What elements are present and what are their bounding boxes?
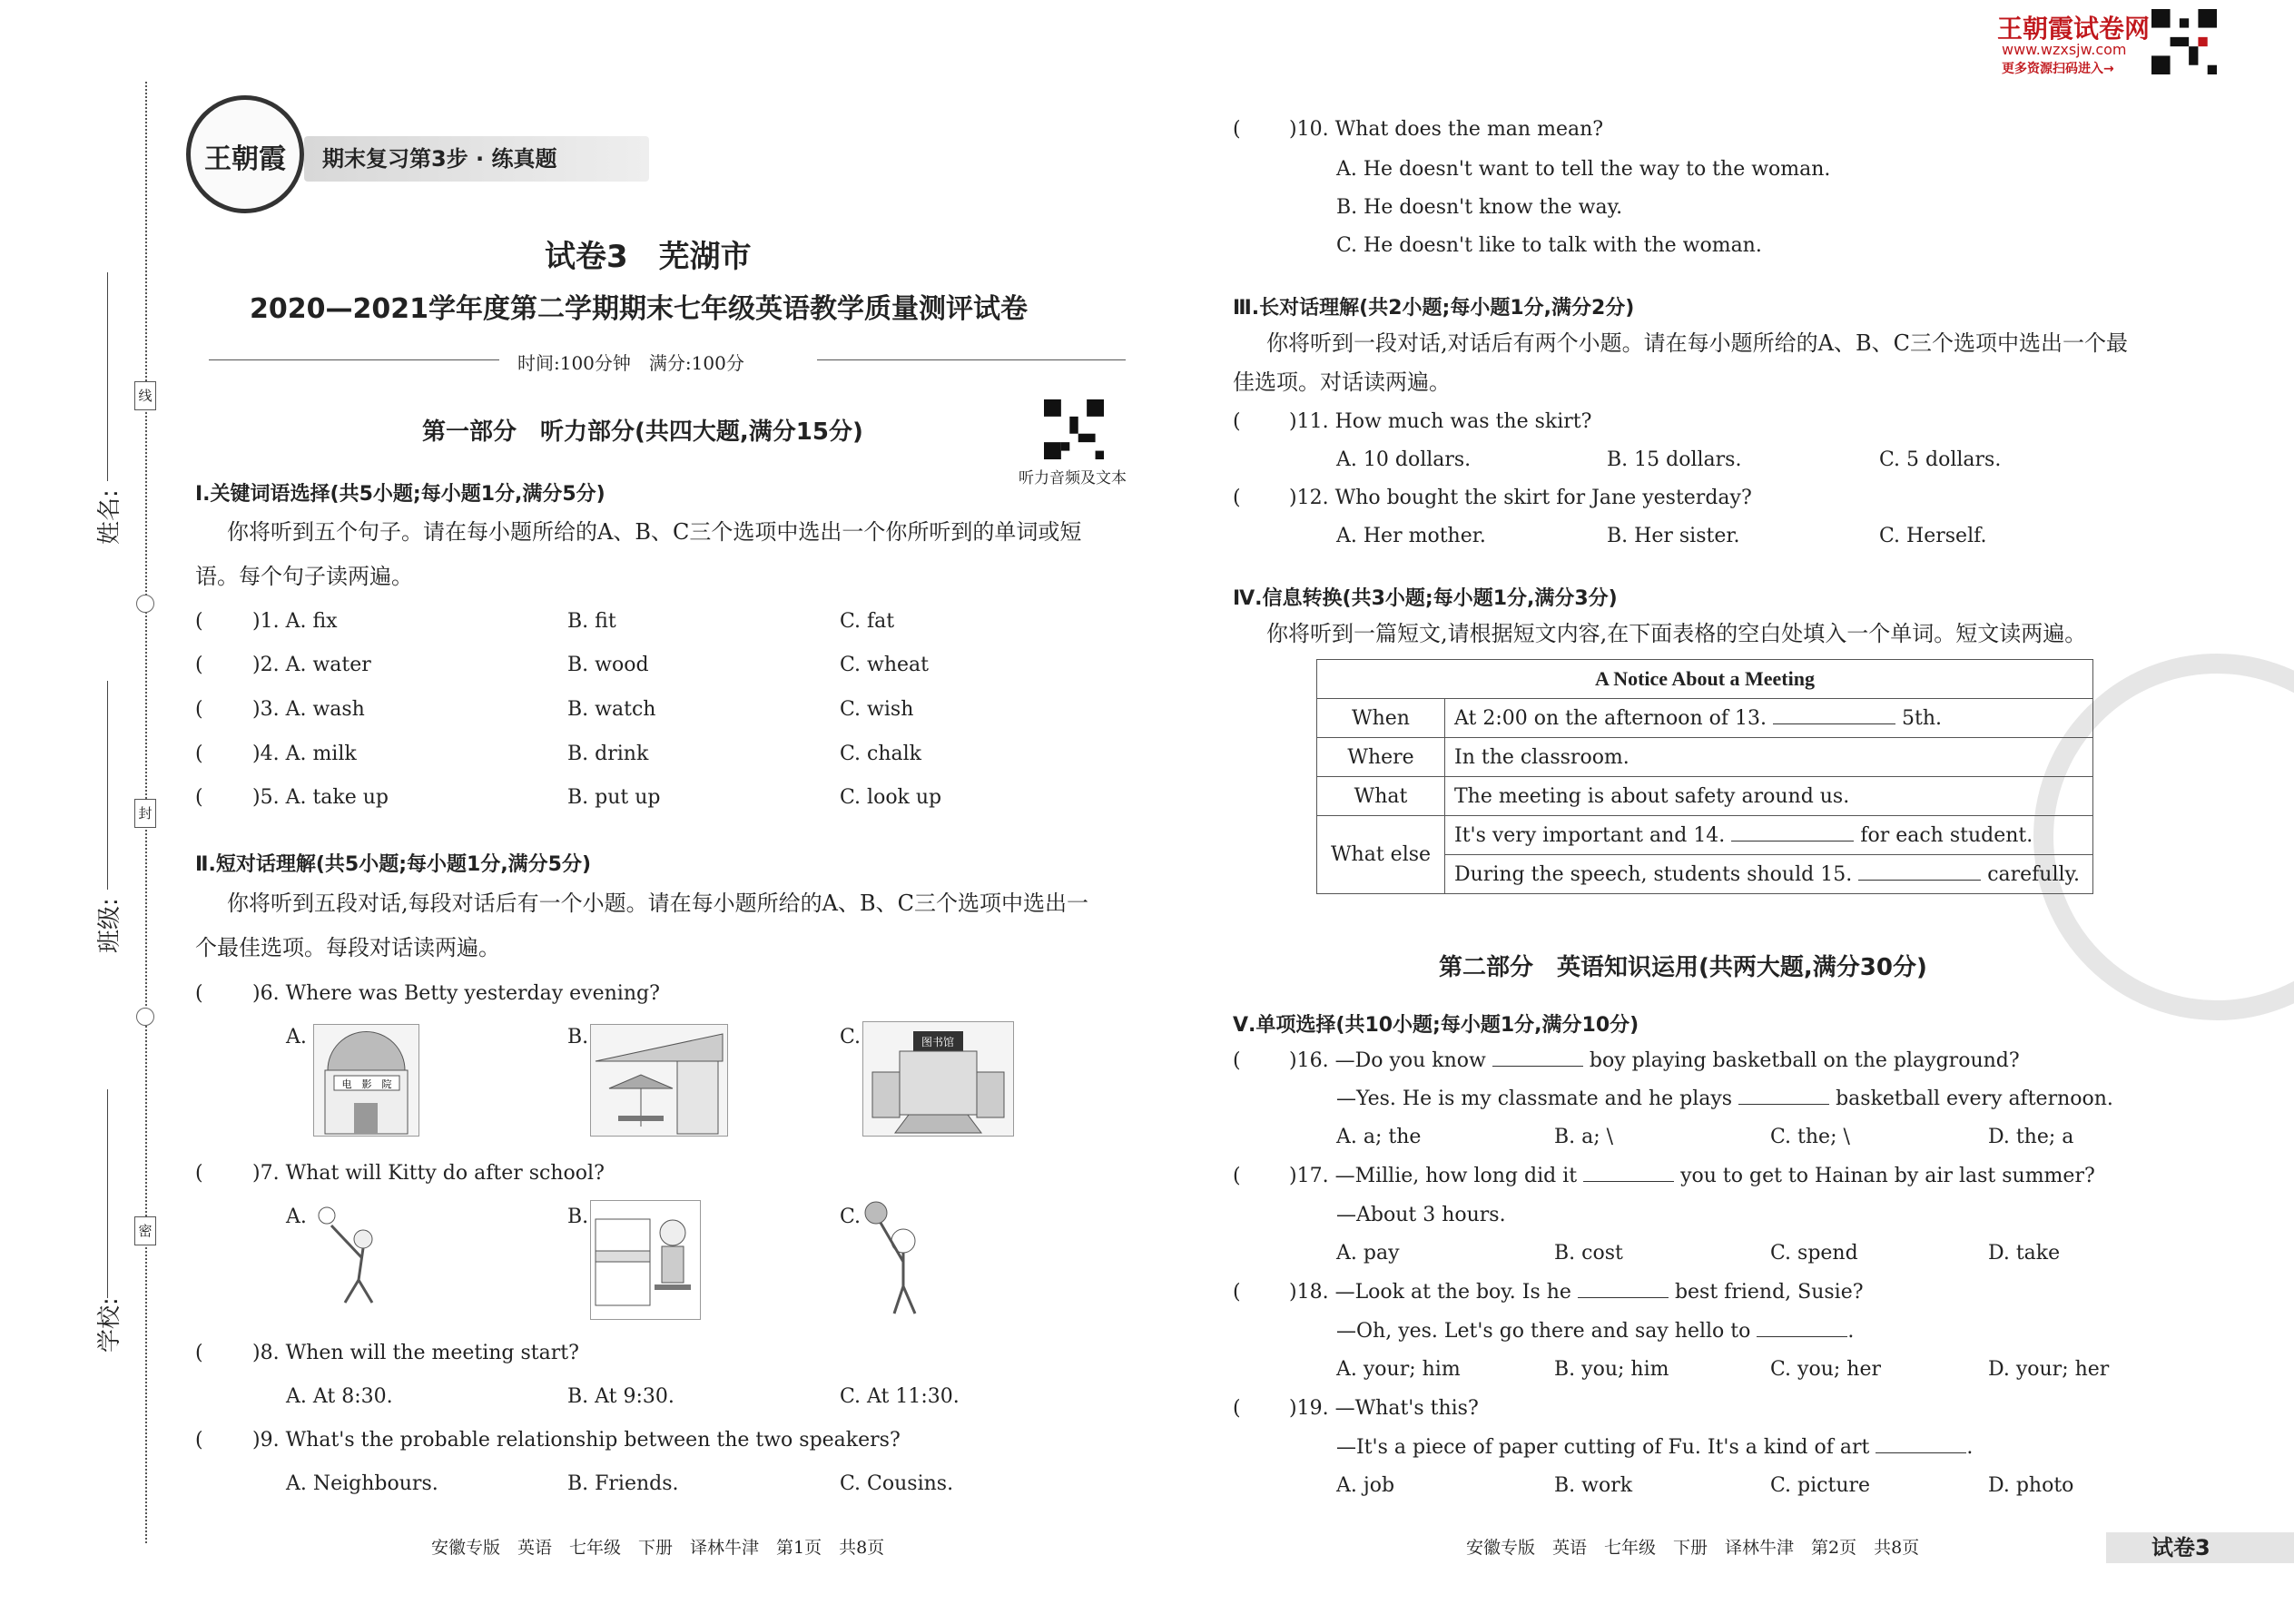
q19-line1: )19. —What's this? [1289, 1397, 1479, 1420]
qr-label: 听力音频及文本 [1019, 469, 1127, 487]
paren[interactable]: ( [1233, 410, 1241, 433]
row-what-label: What [1317, 777, 1445, 816]
q17-opt-c: C. spend [1770, 1242, 1858, 1265]
step-banner [304, 136, 649, 182]
q2-opt-b: B. wood [567, 654, 649, 676]
basketball-player-icon [862, 1200, 935, 1318]
paren[interactable]: ( [195, 654, 203, 676]
step-banner-text: 期末复习第3步 · 练真题 [322, 146, 557, 172]
q2-stem: )2. A. water [252, 654, 371, 676]
seal-mark-mi: 密 [134, 1216, 156, 1245]
exam-meta: 时间:100分钟 满分:100分 [517, 352, 744, 374]
s2-instr-2: 个最佳选项。每段对话读两遍。 [195, 935, 500, 960]
q5-opt-c: C. look up [840, 786, 942, 809]
volleyball-player-icon [309, 1203, 404, 1316]
q18-line2 [1336, 1320, 1854, 1343]
q1-opt-b: B. fit [567, 610, 616, 633]
q11-stem: )11. How much was the skirt? [1289, 410, 1592, 433]
q7-opt-c-label: C. [840, 1206, 861, 1228]
s1-title: Ⅰ.关键词语选择(共5小题;每小题1分,满分5分) [195, 483, 605, 506]
binding-hole [136, 1008, 154, 1026]
blank-18a[interactable] [1578, 1283, 1669, 1298]
q18-opt-d: D. your; her [1988, 1358, 2110, 1381]
library-sign: 图书馆 [921, 1036, 955, 1048]
q16-opt-b: B. a; \ [1554, 1126, 1614, 1148]
q12-opt-b: B. Her sister. [1607, 525, 1740, 547]
q4-opt-b: B. drink [567, 743, 649, 765]
paren[interactable]: ( [1233, 1049, 1241, 1072]
q2-opt-c: C. wheat [840, 654, 930, 676]
q17-opt-d: D. take [1988, 1242, 2061, 1265]
row-where-label: Where [1317, 738, 1445, 777]
q3-opt-b: B. watch [567, 698, 656, 721]
q16-text-a: )16. —Do you know [1289, 1049, 1486, 1072]
part1-title: 第一部分 听力部分(共四大题,满分15分) [422, 418, 863, 446]
q12-opt-c: C. Herself. [1879, 525, 1987, 547]
row-where-value: In the classroom. [1445, 738, 2093, 777]
q19-opt-a: A. job [1336, 1474, 1395, 1497]
q19-opt-d: D. photo [1988, 1474, 2074, 1497]
meta-rule-left [209, 359, 499, 360]
q6-cafe-image[interactable] [590, 1024, 728, 1137]
q4-opt-c: C. chalk [840, 743, 922, 765]
q11-opt-b: B. 15 dollars. [1607, 448, 1742, 471]
q6-stem: )6. Where was Betty yesterday evening? [252, 982, 660, 1005]
q9-opt-a: A. Neighbours. [286, 1472, 438, 1495]
site-url: www.wzxsjw.com [2002, 41, 2127, 58]
exam-subtitle: 2020—2021学年度第二学期期末七年级英语教学质量测评试卷 [250, 293, 1028, 325]
q18-opt-a: A. your; him [1336, 1358, 1461, 1381]
q17-line2: —About 3 hours. [1336, 1204, 1506, 1226]
q18-line1 [1289, 1281, 1864, 1304]
q1-stem: )1. A. fix [252, 610, 338, 633]
exam-title: 试卷3 芜湖市 [545, 239, 752, 275]
paren[interactable]: ( [195, 743, 203, 765]
q8-opt-c: C. At 11:30. [840, 1385, 960, 1408]
s4-title: Ⅳ.信息转换(共3小题;每小题1分,满分3分) [1233, 587, 1618, 610]
seal-mark-xian: 线 [134, 381, 156, 410]
when-text-2: 5th. [1902, 706, 1942, 730]
paren[interactable]: ( [195, 1342, 203, 1364]
paren[interactable]: ( [195, 698, 203, 721]
binding-hole [136, 595, 154, 613]
blank-17[interactable] [1583, 1166, 1674, 1182]
q7-stem: )7. What will Kitty do after school? [252, 1162, 605, 1185]
s3-instr-2: 佳选项。对话读两遍。 [1233, 369, 1451, 395]
s1-instr-1: 你将听到五个句子。请在每小题所给的A、B、C三个选项中选出一个你所听到的单词或短 [227, 519, 1082, 545]
q17-line1 [1289, 1165, 2095, 1187]
part2-title: 第二部分 英语知识运用(共两大题,满分30分) [1439, 954, 1927, 981]
logo-text: 王朝霞 [204, 143, 286, 175]
q19-text-b: —It's a piece of paper cutting of Fu. It's a kind of art [1336, 1436, 1870, 1459]
site-name: 王朝霞试卷网 [1997, 14, 2151, 44]
paren[interactable]: ( [1233, 1165, 1241, 1187]
q16-line2 [1336, 1088, 2113, 1110]
paren[interactable]: ( [195, 982, 203, 1005]
else-text-2b: carefully. [1987, 862, 2081, 886]
blank-18b[interactable] [1757, 1322, 1847, 1337]
page-tab: 试卷3 [2151, 1535, 2210, 1560]
q16-text-b: boy playing basketball on the playground? [1589, 1049, 2020, 1072]
else-text-1b: for each student. [1860, 823, 2033, 847]
s5-title: Ⅴ.单项选择(共10小题;每小题1分,满分10分) [1233, 1014, 1639, 1037]
q3-opt-c: C. wish [840, 698, 914, 721]
q19-text-c: . [1966, 1436, 1974, 1459]
q6-opt-c-label: C. [840, 1026, 861, 1048]
site-hint: 更多资源扫码进入→ [2002, 62, 2114, 76]
q17-opt-a: A. pay [1336, 1242, 1400, 1265]
q19-opt-b: B. work [1554, 1474, 1633, 1497]
q18-opt-c: C. you; her [1770, 1358, 1881, 1381]
q7-basketball-image[interactable] [862, 1200, 935, 1318]
q5-stem: )5. A. take up [252, 786, 389, 809]
school-field[interactable] [107, 1089, 108, 1298]
s2-instr-1: 你将听到五段对话,每段对话后有一个小题。请在每小题所给的A、B、C三个选项中选出一 [227, 891, 1088, 916]
q11-opt-c: C. 5 dollars. [1879, 448, 2002, 471]
q7-opt-a-label: A. [286, 1206, 307, 1228]
q10-opt-a: A. He doesn't want to tell the way to the woman. [1336, 158, 1831, 181]
q18-text-d: . [1847, 1320, 1855, 1343]
q6-library-image[interactable] [862, 1021, 1014, 1137]
class-field[interactable] [107, 681, 108, 890]
row-else-label: What else [1317, 816, 1445, 894]
paren[interactable]: ( [195, 1162, 203, 1185]
q18-opt-b: B. you; him [1554, 1358, 1669, 1381]
q16-opt-a: A. a; the [1336, 1126, 1422, 1148]
q9-opt-b: B. Friends. [567, 1472, 679, 1495]
q16-opt-c: C. the; \ [1770, 1126, 1850, 1148]
name-field[interactable] [107, 272, 108, 481]
row-what-value: The meeting is about safety around us. [1445, 777, 2093, 816]
q12-stem: )12. Who bought the skirt for Jane yesterday? [1289, 487, 1752, 509]
q17-text-b: you to get to Hainan by air last summer? [1680, 1165, 2095, 1187]
s1-instr-2: 语。每个句子读两遍。 [195, 564, 413, 589]
q10-opt-b: B. He doesn't know the way. [1336, 196, 1623, 219]
q17-opt-b: B. cost [1554, 1242, 1623, 1265]
q6-opt-b-label: B. [567, 1026, 589, 1048]
row-else-value-1 [1445, 816, 2093, 855]
q19-opt-c: C. picture [1770, 1474, 1871, 1497]
q18-text-b: best friend, Susie? [1674, 1281, 1864, 1304]
q8-opt-b: B. At 9:30. [567, 1385, 674, 1408]
q16-opt-d: D. the; a [1988, 1126, 2074, 1148]
q8-stem: )8. When will the meeting start? [252, 1342, 579, 1364]
q7-opt-b-label: B. [567, 1206, 589, 1228]
q8-opt-a: A. At 8:30. [286, 1385, 393, 1408]
footer-left: 安徽专版 英语 七年级 下册 译林牛津 第1页 共8页 [431, 1538, 885, 1558]
q10-stem: )10. What does the man mean? [1289, 118, 1604, 141]
paren[interactable]: ( [1233, 487, 1241, 509]
blank-13[interactable] [1773, 709, 1895, 724]
q18-text-a: )18. —Look at the boy. Is he [1289, 1281, 1571, 1304]
notice-table-title: A Notice About a Meeting [1317, 660, 2093, 699]
blank-16a[interactable] [1492, 1051, 1583, 1067]
site-qr-icon[interactable] [2151, 9, 2217, 74]
q12-opt-a: A. Her mother. [1336, 525, 1486, 547]
row-when-value [1445, 699, 2093, 738]
notice-table [1316, 659, 2093, 894]
footer-right: 安徽专版 英语 七年级 下册 译林牛津 第2页 共8页 [1466, 1538, 1920, 1558]
blank-15[interactable] [1858, 865, 1981, 881]
listening-qr-icon[interactable] [1044, 399, 1104, 459]
cinema-sign: 电 影 院 [341, 1078, 392, 1090]
blank-19[interactable] [1876, 1438, 1966, 1453]
q16-text-c: —Yes. He is my classmate and he plays [1336, 1088, 1733, 1110]
else-text-1a: It's very important and 14. [1454, 823, 1726, 847]
row-else-value-2 [1445, 855, 2093, 894]
s3-instr-1: 你将听到一段对话,对话后有两个小题。请在每小题所给的A、B、C三个选项中选出一个最 [1266, 330, 2128, 356]
row-when-label: When [1317, 699, 1445, 738]
s3-title: Ⅲ.长对话理解(共2小题;每小题1分,满分2分) [1233, 297, 1635, 320]
paren[interactable]: ( [1233, 1397, 1241, 1420]
name-label: 姓名: [96, 489, 123, 545]
piano-icon [591, 1201, 700, 1319]
library-icon [863, 1022, 1013, 1136]
paren[interactable]: ( [1233, 118, 1241, 141]
paren[interactable]: ( [1233, 1281, 1241, 1304]
q6-opt-a-label: A. [286, 1026, 307, 1048]
paren[interactable]: ( [195, 1429, 203, 1452]
q16-line1 [1289, 1049, 2020, 1072]
class-label: 班级: [96, 898, 123, 953]
meta-rule-right [817, 359, 1126, 360]
q9-stem: )9. What's the probable relationship between the two speakers? [252, 1429, 901, 1452]
q5-opt-b: B. put up [567, 786, 661, 809]
when-text: At 2:00 on the afternoon of 13. [1454, 706, 1767, 730]
q1-opt-c: C. fat [840, 610, 895, 633]
q10-opt-c: C. He doesn't like to talk with the woman. [1336, 234, 1762, 257]
paren[interactable]: ( [195, 786, 203, 809]
q7-piano-image[interactable] [590, 1200, 701, 1320]
q17-text-a: )17. —Millie, how long did it [1289, 1165, 1578, 1187]
q6-cinema-image[interactable] [313, 1024, 419, 1137]
blank-16b[interactable] [1738, 1089, 1829, 1105]
q3-stem: )3. A. wash [252, 698, 365, 721]
cafe-icon [591, 1025, 727, 1136]
s4-instr: 你将听到一篇短文,请根据短文内容,在下面表格的空白处填入一个单词。短文读两遍。 [1266, 621, 2087, 646]
q18-text-c: —Oh, yes. Let's go there and say hello to [1336, 1320, 1751, 1343]
cinema-icon [314, 1025, 418, 1136]
s2-title: Ⅱ.短对话理解(共5小题;每小题1分,满分5分) [195, 853, 592, 876]
q4-stem: )4. A. milk [252, 743, 357, 765]
brand-logo [186, 95, 304, 213]
q16-text-d: basketball every afternoon. [1836, 1088, 2113, 1110]
seal-mark-feng: 封 [134, 799, 156, 828]
q9-opt-c: C. Cousins. [840, 1472, 954, 1495]
else-text-2a: During the speech, students should 15. [1454, 862, 1853, 886]
q11-opt-a: A. 10 dollars. [1336, 448, 1472, 471]
q7-volleyball-image[interactable] [309, 1203, 404, 1316]
blank-14[interactable] [1731, 826, 1854, 842]
paren[interactable]: ( [195, 610, 203, 633]
q19-line2 [1336, 1436, 1973, 1459]
school-label: 学校: [96, 1297, 123, 1353]
